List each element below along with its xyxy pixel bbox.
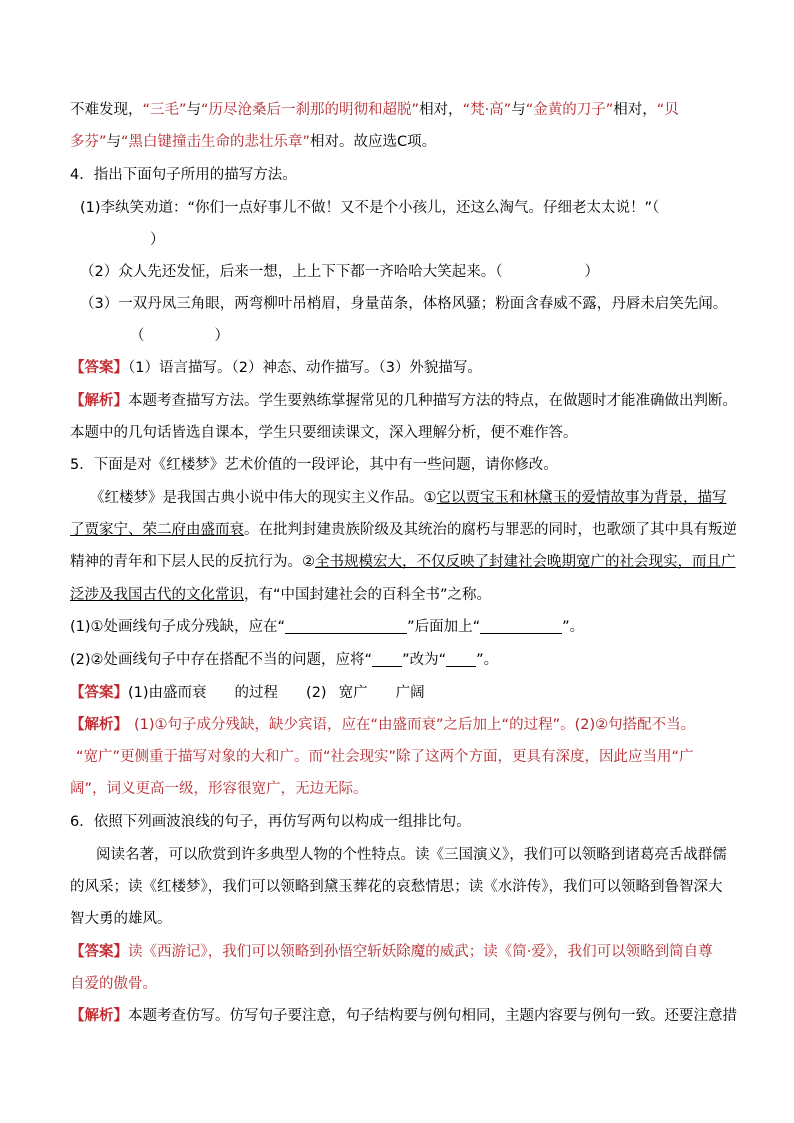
- prev-answer-segment: 不难发现，: [70, 102, 143, 118]
- question-4-answer: 【答案】（1）语言描写。（2）神态、动作描写。（3）外貌描写。: [70, 360, 482, 376]
- question-6-answer-1: 【答案】读《西游记》，我们可以领略到孙悟空斩妖除魔的威武；读《简·爱》，我们可以领略到简自尊: [70, 944, 713, 960]
- question-4-explanation-2: 本题中的几句话皆选自课本，学生只要细读课文，深入理解分析，便不难作答。: [70, 425, 578, 441]
- question-4-explanation-1: 【解析】本题考查描写方法。学生要熟练掌握常见的几种描写方法的特点，在做题时才能准确做出判断。: [70, 393, 737, 409]
- question-5-sub-1: (1)①处画线句子成分残缺，应在“ ”后面加上“ ”。: [70, 619, 585, 635]
- question-5-explanation-2: “宽广”更侧重于描写对象的大和广。而“社会现实”除了这两个方面，更具有深度，因此应当用“广: [76, 749, 694, 765]
- question-4-title: 4．指出下面句子所用的描写方法。: [70, 167, 297, 183]
- answer-blank: [480, 618, 562, 634]
- question-6-title: 6．依照下列画波浪线的句子，再仿写两句以构成一组排比句。: [70, 814, 471, 830]
- prev-answer-segment: “梵·高”: [462, 102, 512, 118]
- q6-passage-line-2: 的风采；读《红楼梦》，我们可以领略到黛玉葬花的哀愁情思；读《水浒传》，我们可以领略到鲁智深大: [70, 879, 723, 895]
- question-5-answer: 【答案】(1)由盛而衰 的过程 (2) 宽广 广阔: [70, 685, 425, 701]
- answer-blank: [285, 618, 407, 634]
- answer-blank: [372, 651, 402, 667]
- passage-line-2: 了贾家宁、荣二府由盛而衰。在批判封建贵族阶级及其统治的腐朽与罪恶的同时，也歌颂了其中具有叛逆: [70, 522, 737, 538]
- prev-answer-segment: 与: [511, 102, 526, 118]
- q6-passage-line-3: 智大勇的雄风。: [70, 911, 172, 927]
- prev-answer-segment: “金黄的刀子”: [525, 102, 614, 118]
- prev-answer-segment: “三毛”: [142, 102, 187, 118]
- prev-answer-segment: 相对，: [419, 102, 463, 118]
- question-5-title: 5．下面是对《红楼梦》艺术价值的一段评论，其中有一些问题，请你修改。: [70, 457, 558, 473]
- passage-line-1: 《红楼梦》是我国古典小说中伟大的现实主义作品。①它以贾宝玉和林黛玉的爱情故事为背景，描写: [90, 490, 727, 506]
- question-6-answer-2: 自爱的傲骨。: [70, 976, 157, 992]
- question-4-item-3-blank: （ ）: [130, 328, 229, 344]
- question-6-explanation-1: 【解析】本题考查仿写。仿写句子要注意，句子结构要与例句相同，主题内容要与例句一致。还要注意措: [70, 1008, 737, 1024]
- passage-line-4: 泛涉及我国古代的文化常识，有“中国封建社会的百科全书”之称。: [70, 587, 492, 603]
- prev-answer-line-1: [70, 100, 679, 120]
- passage-line-3: 精神的青年和下层人民的反抗行为。②全书规模宏大，不仅反映了封建社会晚期宽广的社会现实，而且广: [70, 554, 736, 570]
- prev-answer-line-2: [70, 132, 436, 152]
- question-5-sub-2: (2)②处画线句子中存在搭配不当的问题，应将“ ”改为“ ”。: [70, 652, 499, 668]
- prev-answer-segment: 相对。故应选C项。: [310, 134, 437, 150]
- prev-answer-segment: 与: [106, 134, 122, 150]
- q6-passage-line-1: 阅读名著，可以欣赏到许多典型人物的个性特点。读《三国演义》，我们可以领略到诸葛亮舌战群儒: [96, 847, 727, 863]
- question-4-item-3: （3）一双丹凤三角眼，两弯柳叶吊梢眉，身量苗条，体格风骚；粉面含春威不露，丹唇未启笑先闻。: [80, 296, 728, 312]
- question-5-explanation-3: 阔”，词义更高一级，形容很宽广，无边无际。: [70, 781, 368, 797]
- question-4-item-1-blank: ）: [150, 232, 165, 248]
- question-5-explanation-1: 【解析】 (1)①句子成分残缺，缺少宾语，应在“由盛而衰”之后加上“的过程”。(2)②句搭配不当。: [70, 717, 696, 733]
- prev-answer-segment: “历尽沧桑后一刹那的明彻和超脱”: [201, 102, 420, 118]
- answer-blank: [446, 651, 476, 667]
- question-4-item-1: (1)李纨笑劝道：“你们一点好事儿不做！又不是个小孩儿，还这么淘气。仔细老太太说！”（: [80, 200, 660, 216]
- prev-answer-segment: “黑白键撞击生命的悲壮乐章”: [121, 134, 311, 150]
- prev-answer-segment: 多芬”: [70, 134, 107, 150]
- prev-answer-segment: 与: [186, 102, 202, 118]
- prev-answer-segment: “贝: [656, 102, 679, 118]
- prev-answer-segment: 相对，: [613, 102, 657, 118]
- question-4-item-2: （2）众人先还发怔，后来一想，上上下下都一齐哈哈大笑起来。（ ）: [80, 264, 599, 280]
